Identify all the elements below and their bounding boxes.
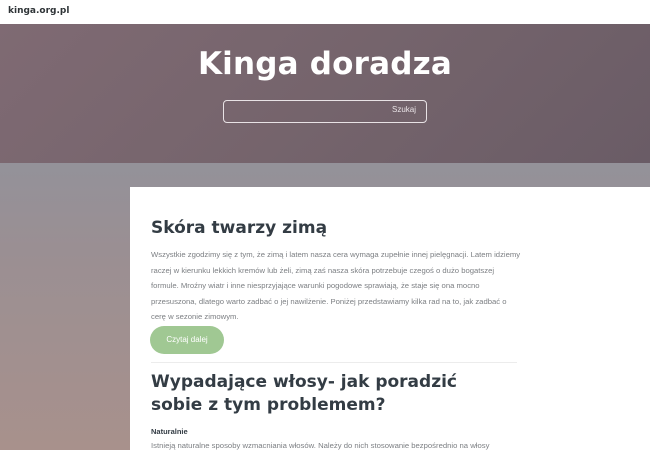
search-form (223, 100, 427, 123)
post-subheading: Naturalnie (151, 427, 188, 436)
search-input[interactable] (228, 103, 378, 120)
post-title-link[interactable]: Skóra twarzy zimą (151, 218, 328, 238)
hero-title: Kinga doradza (197, 46, 453, 82)
top-bar (0, 0, 650, 24)
post-divider (151, 362, 517, 363)
read-more-button[interactable]: Czytaj dalej (150, 326, 224, 354)
search-button[interactable]: Szukaj (391, 105, 416, 114)
content-panel (130, 187, 650, 450)
post-title-link[interactable]: Wypadające włosy- jak poradzić sobie z tym problemem? (151, 372, 457, 415)
site-name-link[interactable]: kinga.org.pl (8, 6, 70, 16)
hero-banner (0, 24, 650, 163)
post-excerpt: Istnieją naturalne sposoby wzmacniania włosów. Należy do nich stosowanie bezpośrednio na włosy (151, 441, 490, 450)
post-excerpt: Wszystkie zgodzimy się z tym, że zimą i latem nasza cera wymaga zupełnie innej pielęgnacji. Latem idziemy raczej w kierunku lekkich kremów lub żeli, zimą zaś nasza skóra potrzebuje czegoś o dużo bogatszej formule. Mroźny wiatr i inne niesprzyjające warunki pogodowe sprawiają, że staje się ona mocno przesuszona, dlatego warto zadbać o jej nawilżenie. Poniżej przedstawiamy kilka rad na to, jak zadbać o cerę w sezonie zimowym. (151, 250, 521, 321)
